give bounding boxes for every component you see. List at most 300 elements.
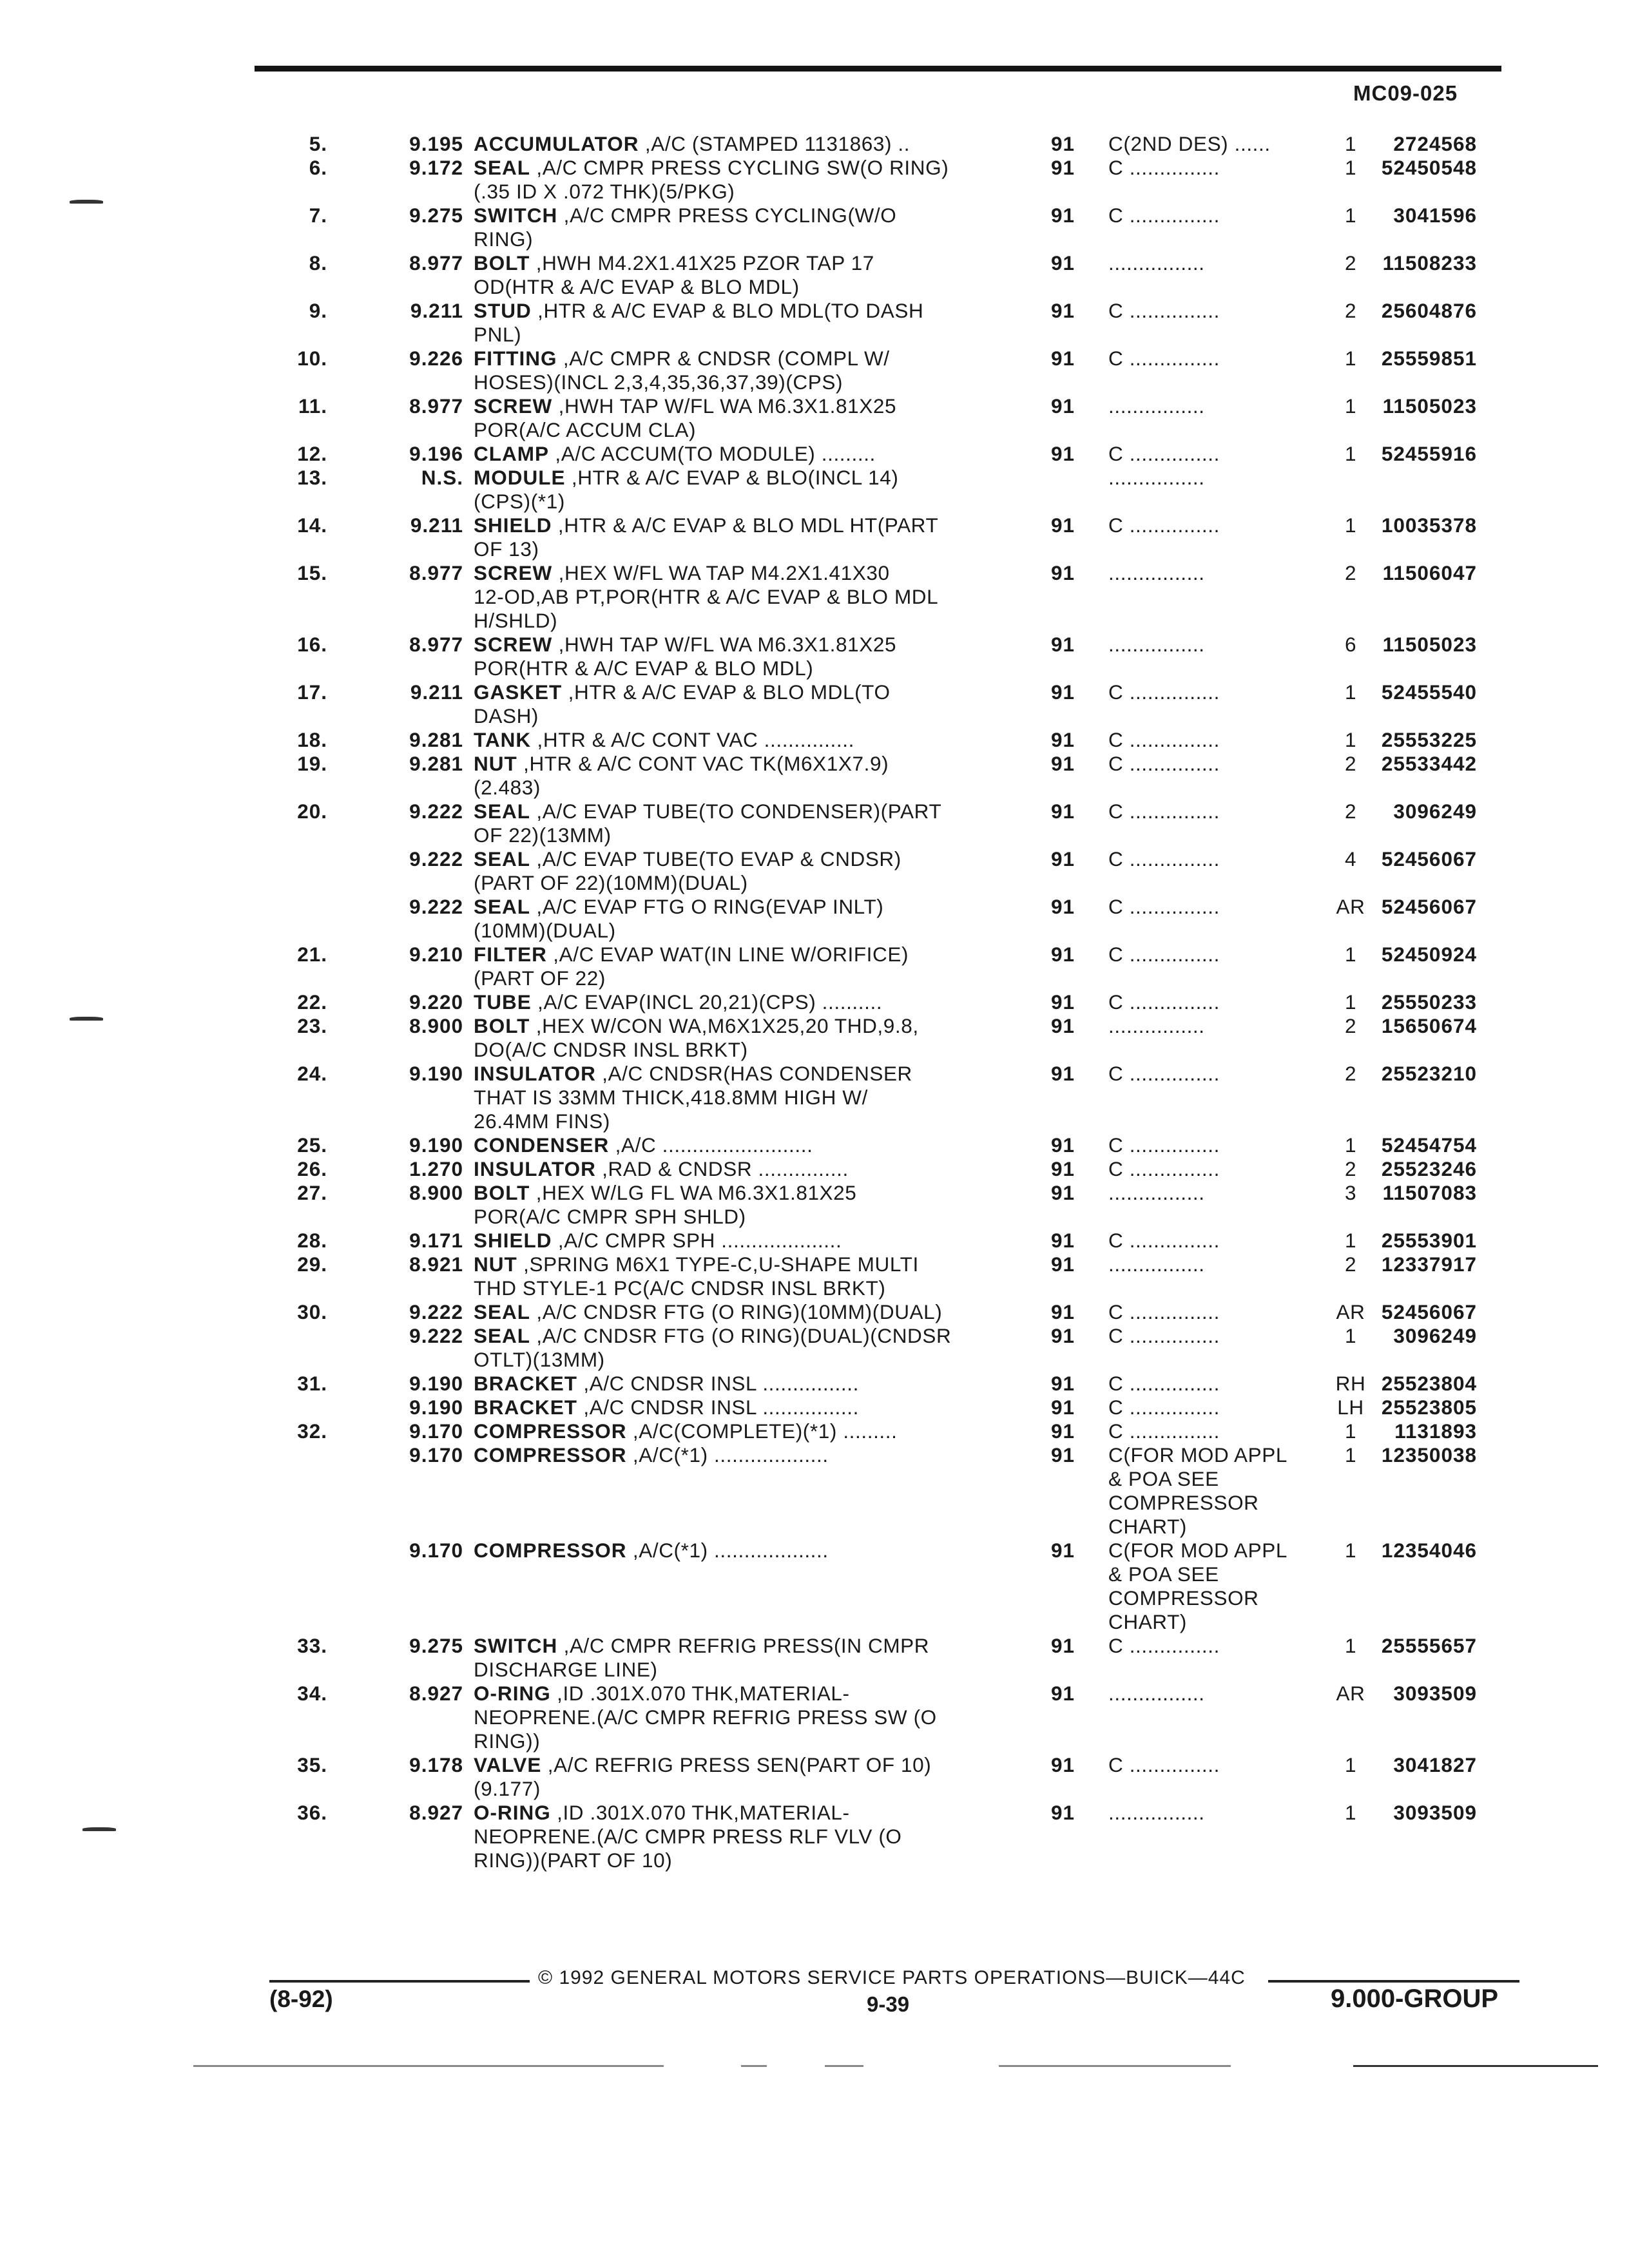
row-margin (0, 1157, 269, 1181)
part-number: 52455916 (1381, 442, 1477, 465)
model-year: 91 (1051, 299, 1075, 322)
part-detail: ,A/C CMPR PRESS CYCLING SW(O RING) (.35 ID X .072 THK)(5/PKG) (474, 156, 949, 203)
part-detail: ,A/C REFRIG PRESS SEN(PART OF 10) (9.177) (474, 1753, 932, 1800)
group-number: 9.190 (409, 1372, 463, 1395)
part-name: BOLT (474, 1014, 530, 1037)
row-margin (0, 1014, 269, 1062)
part-name: BOLT (474, 251, 530, 274)
part-description (474, 347, 1050, 394)
quantity: 2 (1344, 561, 1357, 584)
part-number: 12354046 (1381, 1539, 1477, 1562)
row-margin (0, 943, 269, 990)
part-name: O-RING (474, 1801, 551, 1824)
model-year: 91 (1051, 251, 1075, 274)
quantity: 1 (1344, 1133, 1357, 1157)
bottom-scan-line (193, 2065, 664, 2067)
quantity: 1 (1344, 1801, 1357, 1824)
series-code: ................ (1108, 466, 1205, 489)
part-number: 52455540 (1381, 680, 1477, 704)
model-year: 91 (1051, 847, 1075, 870)
part-number: 11507083 (1382, 1181, 1477, 1204)
part-detail: ,HEX W/LG FL WA M6.3X1.81X25 POR(A/C CMPR SPH SHLD) (474, 1181, 857, 1228)
row-margin (0, 347, 269, 394)
row-margin (0, 1682, 269, 1753)
part-description (474, 1419, 1050, 1443)
quantity: 2 (1344, 800, 1357, 823)
ref-number (269, 1396, 334, 1419)
row-margin (0, 1133, 269, 1157)
part-detail: ,HTR & A/C CONT VAC TK(M6X1X7.9) (2.483) (474, 752, 889, 799)
series-code: C ............... (1108, 299, 1220, 322)
part-description (474, 1062, 1050, 1133)
part-description (474, 442, 1050, 466)
part-description (474, 394, 1050, 442)
series-code: C ............... (1108, 943, 1220, 966)
part-row (0, 1682, 1629, 1753)
quantity: 1 (1344, 1443, 1357, 1466)
part-description (474, 1133, 1050, 1157)
model-year: 91 (1051, 1014, 1075, 1037)
ref-number: 36. (297, 1801, 327, 1824)
part-row (0, 633, 1629, 680)
part-name: NUT (474, 752, 517, 775)
ref-number (269, 895, 334, 943)
part-row (0, 990, 1629, 1014)
part-row (0, 1062, 1629, 1133)
part-name: SCREW (474, 633, 553, 656)
part-row (0, 943, 1629, 990)
part-description (474, 990, 1050, 1014)
series-code: C ............... (1108, 1133, 1220, 1157)
part-row (0, 800, 1629, 847)
part-description (474, 633, 1050, 680)
part-row (0, 728, 1629, 752)
series-code: C ............... (1108, 1157, 1220, 1180)
part-description (474, 800, 1050, 847)
quantity: 2 (1344, 1014, 1357, 1037)
part-detail: ,ID .301X.070 THK,MATERIAL- NEOPRENE.(A/C CMPR REFRIG PRESS SW (O RING)) (474, 1682, 937, 1753)
footer-date: (8-92) (269, 1986, 333, 2012)
parts-list (0, 132, 1629, 1872)
part-description (474, 1539, 1050, 1634)
row-margin (0, 514, 269, 561)
part-number (1374, 466, 1477, 514)
series-code: C ............... (1108, 990, 1220, 1014)
part-detail: ,A/C CNDSR FTG (O RING)(10MM)(DUAL) (530, 1300, 943, 1323)
part-number: 11508233 (1382, 251, 1477, 274)
group-number: 9.170 (409, 1443, 463, 1466)
quantity: AR (1336, 1300, 1365, 1323)
footer-page-number: 9-39 (867, 1992, 910, 2016)
model-year: 91 (1051, 752, 1075, 775)
series-code: C ............... (1108, 800, 1220, 823)
part-detail: ,A/C CNDSR INSL ................ (577, 1396, 859, 1419)
group-number: 9.281 (409, 728, 463, 751)
row-margin (0, 1229, 269, 1253)
quantity: 2 (1344, 1157, 1357, 1180)
group-number: 9.210 (409, 943, 463, 966)
part-name: SWITCH (474, 204, 558, 227)
row-margin (0, 561, 269, 633)
part-number: 1131893 (1394, 1419, 1477, 1443)
part-description (474, 728, 1050, 752)
part-number: 3041596 (1393, 204, 1477, 227)
part-row (0, 1157, 1629, 1181)
row-margin (0, 1634, 269, 1682)
group-number: 9.220 (409, 990, 463, 1014)
part-row (0, 1396, 1629, 1419)
part-name: TUBE (474, 990, 532, 1014)
series-code: C ............... (1108, 680, 1220, 704)
part-detail: ,A/C ......................... (609, 1133, 813, 1157)
group-number: 9.211 (410, 680, 463, 704)
quantity: 1 (1344, 728, 1357, 751)
part-row (0, 752, 1629, 800)
model-year: 91 (1051, 442, 1075, 465)
model-year: 91 (1051, 1396, 1075, 1419)
row-margin (0, 1253, 269, 1300)
group-number: 8.900 (409, 1014, 463, 1037)
row-margin (0, 1753, 269, 1801)
group-number: 9.170 (409, 1539, 463, 1562)
model-year: 91 (1051, 394, 1075, 418)
part-detail: ,A/C ACCUM(TO MODULE) ......... (549, 442, 876, 465)
group-number: 9.281 (409, 752, 463, 775)
part-detail: ,HTR & A/C EVAP & BLO MDL(TO DASH) (474, 680, 891, 727)
model-year (1051, 466, 1108, 514)
ref-number: 21. (297, 943, 327, 966)
part-number: 2724568 (1393, 132, 1477, 155)
row-margin (0, 1419, 269, 1443)
series-code: C(FOR MOD APPL & POA SEE COMPRESSOR CHART) (1108, 1443, 1287, 1538)
series-code: C ............... (1108, 442, 1220, 465)
quantity: 1 (1344, 204, 1357, 227)
part-name: SEAL (474, 847, 531, 870)
group-number: 8.977 (409, 561, 463, 584)
part-name: SEAL (474, 1300, 531, 1323)
part-number: 12350038 (1381, 1443, 1477, 1466)
part-row (0, 1324, 1629, 1372)
part-name: SCREW (474, 561, 553, 584)
group-number: 9.222 (409, 895, 463, 918)
model-year: 91 (1051, 680, 1075, 704)
model-year: 91 (1051, 990, 1075, 1014)
ref-number: 35. (297, 1753, 327, 1776)
part-detail: ,A/C EVAP TUBE(TO EVAP & CNDSR) (PART OF 22)(10MM)(DUAL) (474, 847, 901, 894)
quantity: 1 (1344, 394, 1357, 418)
row-margin (0, 442, 269, 466)
part-row (0, 466, 1629, 514)
model-year: 91 (1051, 633, 1075, 656)
part-number: 52450924 (1381, 943, 1477, 966)
part-number: 52456067 (1381, 1300, 1477, 1323)
group-number: 9.222 (409, 1300, 463, 1323)
part-name: INSULATOR (474, 1062, 596, 1085)
part-number: 12337917 (1381, 1253, 1477, 1276)
part-description (474, 156, 1050, 204)
ref-number: 11. (298, 394, 327, 418)
group-number: 9.190 (409, 1062, 463, 1085)
quantity: AR (1336, 895, 1365, 918)
part-name: SEAL (474, 895, 531, 918)
row-margin (0, 466, 269, 514)
series-code: C ............... (1108, 204, 1220, 227)
part-description (474, 1443, 1050, 1539)
part-name: SHIELD (474, 1229, 552, 1252)
part-row (0, 1133, 1629, 1157)
group-number: 9.170 (409, 1419, 463, 1443)
ref-number: 26. (297, 1157, 327, 1180)
row-margin (0, 633, 269, 680)
part-name: NUT (474, 1253, 517, 1276)
series-code: ................ (1108, 394, 1205, 418)
series-code: C ............... (1108, 347, 1220, 370)
quantity: 1 (1344, 1419, 1357, 1443)
group-number: 1.270 (409, 1157, 463, 1180)
part-description (474, 1300, 1050, 1324)
row-margin (0, 1324, 269, 1372)
part-number: 10035378 (1381, 514, 1477, 537)
part-name: BRACKET (474, 1372, 577, 1395)
part-detail: ,A/C(*1) ................... (626, 1539, 829, 1562)
bottom-scan-line (741, 2065, 767, 2067)
part-number: 11506047 (1382, 561, 1477, 584)
quantity: 2 (1344, 1062, 1357, 1085)
part-number: 3041827 (1393, 1753, 1477, 1776)
group-number: 9.222 (409, 800, 463, 823)
bottom-scan-line (999, 2065, 1231, 2067)
model-year: 91 (1051, 1133, 1075, 1157)
part-row (0, 132, 1629, 156)
quantity: 2 (1344, 299, 1357, 322)
part-row (0, 442, 1629, 466)
part-number: 25523805 (1381, 1396, 1477, 1419)
part-description (474, 1324, 1050, 1372)
part-name: COMPRESSOR (474, 1443, 627, 1466)
series-code: C ............... (1108, 1300, 1220, 1323)
part-row (0, 1181, 1629, 1229)
part-name: SEAL (474, 156, 531, 179)
group-number: 9.172 (409, 156, 463, 179)
footer-group: 9.000-GROUP (1331, 1984, 1499, 2013)
group-number: 9.190 (409, 1133, 463, 1157)
series-code: ................ (1108, 1801, 1205, 1824)
series-code: C ............... (1108, 847, 1220, 870)
row-margin (0, 1181, 269, 1229)
group-number: 8.927 (409, 1682, 463, 1705)
part-number: 25604876 (1381, 299, 1477, 322)
part-row (0, 1539, 1629, 1634)
group-number: 9.275 (409, 1634, 463, 1657)
group-number: 9.226 (409, 347, 463, 370)
series-code: ................ (1108, 561, 1205, 584)
part-detail: ,SPRING M6X1 TYPE-C,U-SHAPE MULTI THD STYLE-1 PC(A/C CNDSR INSL BRKT) (474, 1253, 919, 1300)
ref-number: 28. (297, 1229, 327, 1252)
series-code: C(2ND DES) ...... (1108, 132, 1271, 155)
part-name: SEAL (474, 1324, 531, 1347)
page-code: MC09-025 (1353, 81, 1458, 105)
row-margin (0, 895, 269, 943)
part-number: 52456067 (1381, 847, 1477, 870)
model-year: 91 (1051, 1181, 1075, 1204)
ref-number: 15. (297, 561, 327, 584)
ref-number: 23. (297, 1014, 327, 1037)
part-row (0, 299, 1629, 347)
part-description (474, 1229, 1050, 1253)
part-detail: ,HWH TAP W/FL WA M6.3X1.81X25 POR(HTR & A/C EVAP & BLO MDL) (474, 633, 897, 680)
quantity: 1 (1344, 514, 1357, 537)
model-year: 91 (1051, 728, 1075, 751)
part-detail: ,ID .301X.070 THK,MATERIAL- NEOPRENE.(A/C CMPR PRESS RLF VLV (O RING))(PART OF 10) (474, 1801, 902, 1872)
part-detail: ,A/C CNDSR INSL ................ (577, 1372, 859, 1395)
part-number: 52456067 (1381, 895, 1477, 918)
part-description (474, 251, 1050, 299)
model-year: 91 (1051, 895, 1075, 918)
group-number: 8.977 (409, 633, 463, 656)
quantity: RH (1335, 1372, 1366, 1395)
bottom-scan-line (825, 2065, 863, 2067)
series-code: C ............... (1108, 752, 1220, 775)
part-row (0, 394, 1629, 442)
part-detail: ,A/C EVAP WAT(IN LINE W/ORIFICE) (PART OF 22) (474, 943, 909, 990)
group-number: 9.275 (409, 204, 463, 227)
part-row (0, 156, 1629, 204)
ref-number: 18. (297, 728, 327, 751)
part-name: O-RING (474, 1682, 551, 1705)
part-detail: ,A/C (STAMPED 1131863) .. (639, 132, 911, 155)
part-name: TANK (474, 728, 532, 751)
group-number: N.S. (421, 466, 463, 489)
series-code: C ............... (1108, 1062, 1220, 1085)
part-name: SCREW (474, 394, 553, 418)
part-detail: ,HTR & A/C EVAP & BLO MDL HT(PART OF 13) (474, 514, 939, 561)
model-year: 91 (1051, 1634, 1075, 1657)
part-row (0, 847, 1629, 895)
model-year: 91 (1051, 1539, 1075, 1562)
part-description (474, 1682, 1050, 1753)
model-year: 91 (1051, 1372, 1075, 1395)
quantity (1327, 466, 1374, 514)
part-number: 25523804 (1381, 1372, 1477, 1395)
part-row (0, 1801, 1629, 1872)
ref-number: 29. (297, 1253, 327, 1276)
quantity: 1 (1344, 680, 1357, 704)
model-year: 91 (1051, 1324, 1075, 1347)
part-number: 25555657 (1381, 1634, 1477, 1657)
quantity: 1 (1344, 156, 1357, 179)
part-detail: ,A/C EVAP TUBE(TO CONDENSER)(PART OF 22)(13MM) (474, 800, 942, 847)
series-code: ................ (1108, 1253, 1205, 1276)
ref-number: 27. (297, 1181, 327, 1204)
group-number: 9.222 (409, 1324, 463, 1347)
ref-number: 7. (309, 204, 327, 227)
model-year: 91 (1051, 1300, 1075, 1323)
footer-copyright: © 1992 GENERAL MOTORS SERVICE PARTS OPERATIONS—BUICK—44C (538, 1967, 1246, 1988)
part-detail: ,A/C CMPR & CNDSR (COMPL W/ HOSES)(INCL 2,3,4,35,36,37,39)(CPS) (474, 347, 890, 394)
part-row (0, 347, 1629, 394)
part-row (0, 204, 1629, 251)
quantity: 2 (1344, 251, 1357, 274)
quantity: 1 (1344, 1634, 1357, 1657)
model-year: 91 (1051, 514, 1075, 537)
model-year: 91 (1051, 1157, 1075, 1180)
bottom-scan-line (1353, 2065, 1598, 2067)
part-detail: ,HEX W/FL WA TAP M4.2X1.41X30 12-OD,AB PT,POR(HTR & A/C EVAP & BLO MDL H/SHLD) (474, 561, 939, 632)
part-number: 11505023 (1382, 633, 1477, 656)
ref-number: 31. (297, 1372, 327, 1395)
part-description (474, 847, 1050, 895)
part-description (474, 1181, 1050, 1229)
part-number: 25553225 (1381, 728, 1477, 751)
part-detail: ,HWH M4.2X1.41X25 PZOR TAP 17 OD(HTR & A/C EVAP & BLO MDL) (474, 251, 874, 298)
series-code: ................ (1108, 251, 1205, 274)
part-number: 25533442 (1381, 752, 1477, 775)
model-year: 91 (1051, 800, 1075, 823)
model-year: 91 (1051, 347, 1075, 370)
ref-number: 20. (297, 800, 327, 823)
series-code: ................ (1108, 633, 1205, 656)
model-year: 91 (1051, 1062, 1075, 1085)
quantity: 2 (1344, 752, 1357, 775)
part-number: 3093509 (1393, 1801, 1477, 1824)
part-name: FILTER (474, 943, 547, 966)
part-detail: ,A/C CMPR SPH .................... (552, 1229, 842, 1252)
quantity: AR (1336, 1682, 1365, 1705)
row-margin (0, 752, 269, 800)
series-code: C(FOR MOD APPL & POA SEE COMPRESSOR CHART) (1108, 1539, 1287, 1633)
part-description (474, 204, 1050, 251)
ref-number: 8. (309, 251, 327, 274)
row-margin (0, 1372, 269, 1396)
part-detail: ,A/C CMPR REFRIG PRESS(IN CMPR DISCHARGE LINE) (474, 1634, 930, 1681)
part-row (0, 895, 1629, 943)
row-margin (0, 156, 269, 204)
part-number: 25523246 (1381, 1157, 1477, 1180)
part-name: ACCUMULATOR (474, 132, 639, 155)
part-description (474, 132, 1050, 156)
part-row (0, 680, 1629, 728)
series-code: C ............... (1108, 1419, 1220, 1443)
part-description (474, 1372, 1050, 1396)
row-margin (0, 847, 269, 895)
quantity: 1 (1344, 442, 1357, 465)
group-number: 9.222 (409, 847, 463, 870)
part-number: 25550233 (1381, 990, 1477, 1014)
series-code: C ............... (1108, 1229, 1220, 1252)
part-name: GASKET (474, 680, 563, 704)
ref-number: 34. (297, 1682, 327, 1705)
quantity: 1 (1344, 132, 1357, 155)
ref-number: 13. (297, 466, 327, 489)
model-year: 91 (1051, 1253, 1075, 1276)
model-year: 91 (1051, 156, 1075, 179)
model-year: 91 (1051, 1801, 1075, 1824)
part-description (474, 561, 1050, 633)
quantity: 1 (1344, 1753, 1357, 1776)
part-row (0, 514, 1629, 561)
part-number: 52450548 (1381, 156, 1477, 179)
quantity: 6 (1344, 633, 1357, 656)
ref-number: 16. (297, 633, 327, 656)
ref-number (269, 1324, 334, 1372)
group-number: 9.196 (409, 442, 463, 465)
part-number: 3096249 (1393, 1324, 1477, 1347)
ref-number: 10. (297, 347, 327, 370)
top-rule (255, 66, 1501, 72)
series-code: C ............... (1108, 1634, 1220, 1657)
part-name: BOLT (474, 1181, 530, 1204)
part-number: 52454754 (1381, 1133, 1477, 1157)
